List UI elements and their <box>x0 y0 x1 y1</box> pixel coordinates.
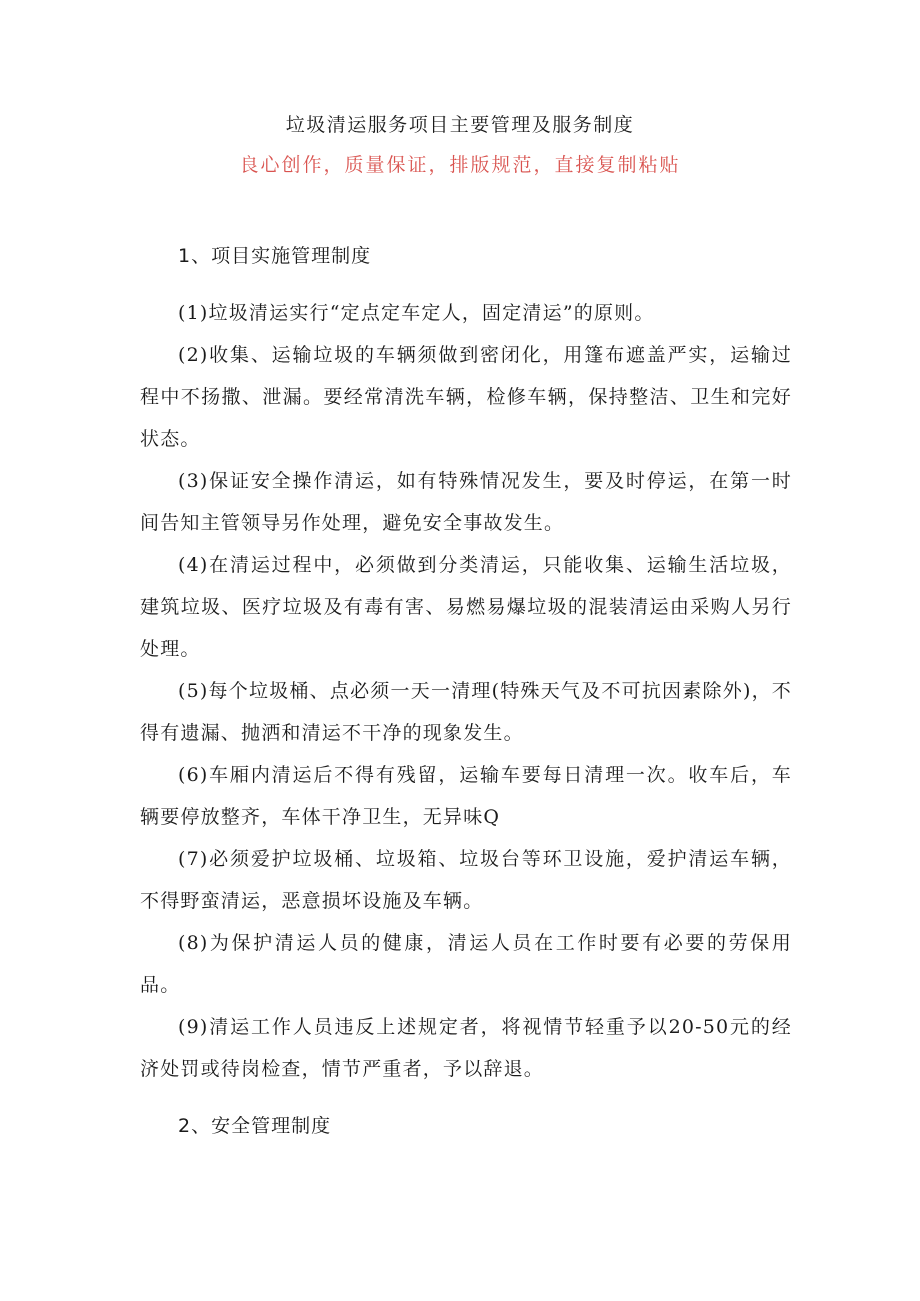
paragraph: (7)必须爱护垃圾桶、垃圾箱、垃圾台等环卫设施，爱护清运车辆，不得野蛮清运，恶意损坏设施及车辆。 <box>140 848 792 912</box>
paragraph: (9)清运工作人员违反上述规定者，将视情节轻重予以20-50元的经济处罚或待岗检查，情节严重者，予以辞退。 <box>140 1016 792 1080</box>
section-heading: 2、安全管理制度 <box>178 1115 332 1137</box>
document-subtitle: 良心创作，质量保证，排版规范，直接复制粘贴 <box>239 154 681 176</box>
paragraph: (5)每个垃圾桶、点必须一天一清理(特殊天气及不可抗因素除外)，不得有遗漏、抛洒和清运不干净的现象发生。 <box>140 680 792 744</box>
paragraph: (6)车厢内清运后不得有残留，运输车要每日清理一次。收车后，车辆要停放整齐，车体干净卫生，无异味Q <box>140 764 792 828</box>
paragraph: (4)在清运过程中，必须做到分类清运，只能收集、运输生活垃圾，建筑垃圾、医疗垃圾及有毒有害、易燃易爆垃圾的混装清运由采购人另行处理。 <box>140 554 792 660</box>
paragraph: (1)垃圾清运实行“定点定车定人，固定清运”的原则。 <box>178 302 655 324</box>
paragraph: (8)为保护清运人员的健康，清运人员在工作时要有必要的劳保用品。 <box>140 932 792 996</box>
section-heading: 1、项目实施管理制度 <box>178 245 372 267</box>
document-body <box>140 238 792 1148</box>
paragraph: (2)收集、运输垃圾的车辆须做到密闭化，用篷布遮盖严实，运输过程中不扬撒、泄漏。要经常清洗车辆，检修车辆，保持整洁、卫生和完好状态。 <box>140 344 792 450</box>
paragraph: (3)保证安全操作清运，如有特殊情况发生，要及时停运，在第一时间告知主管领导另作处理，避免安全事故发生。 <box>140 470 792 534</box>
document-title: 垃圾清运服务项目主要管理及服务制度 <box>285 114 635 136</box>
